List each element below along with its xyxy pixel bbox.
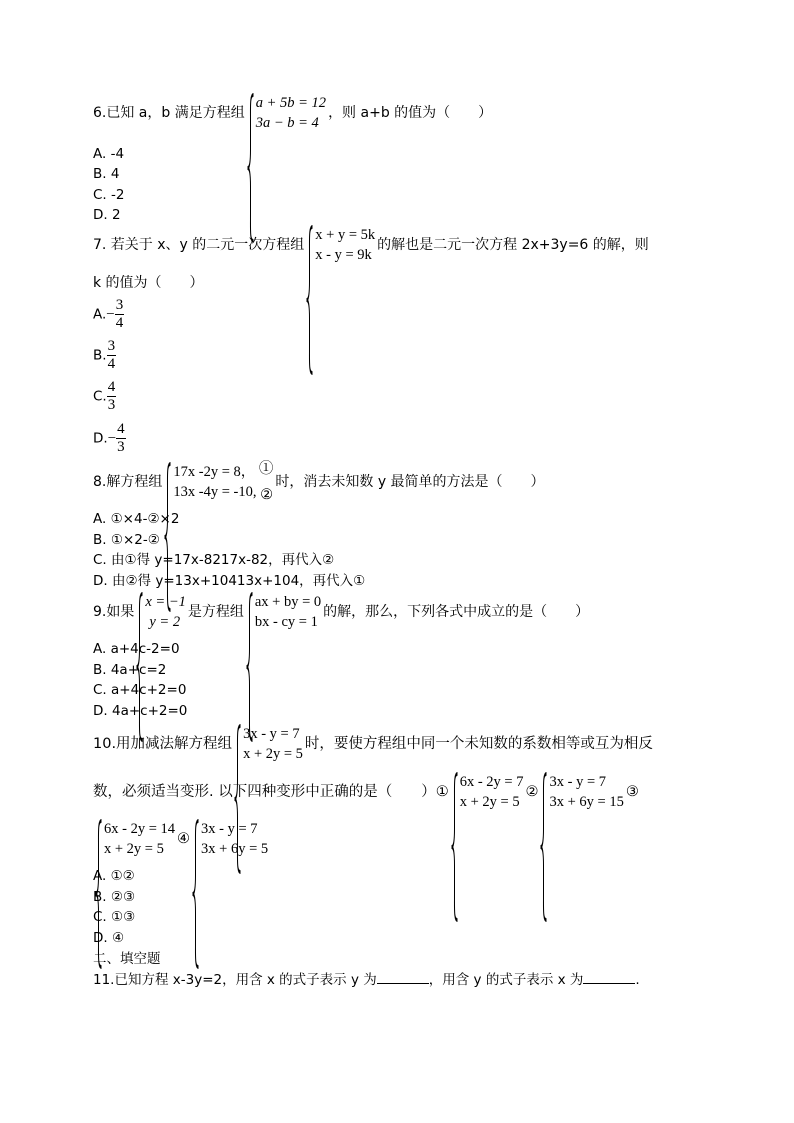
q10-system-2 xyxy=(540,772,623,812)
q6-option-c[interactable]: C. -2 xyxy=(93,187,125,203)
q8-prefix: 8.解方程组 xyxy=(93,474,163,490)
q6-equation-system xyxy=(247,93,326,133)
q6-eq2: 3a − b = 4 xyxy=(255,115,319,131)
q10-option-d[interactable]: D. ④ xyxy=(93,930,125,946)
denominator: 4 xyxy=(107,356,116,372)
brace-icon xyxy=(451,772,458,922)
q8-option-b[interactable]: B. ①×2-② xyxy=(93,532,160,548)
q8-stem xyxy=(93,462,545,502)
q7-option-d-label: D. xyxy=(93,430,108,447)
q6-option-a[interactable]: A. -4 xyxy=(93,146,125,162)
q7-option-c[interactable] xyxy=(93,379,116,414)
q6-prefix: 6.已知 a，b 满足方程组 xyxy=(93,105,245,121)
q10-mark3: ③ xyxy=(625,784,639,800)
q7-stem xyxy=(93,225,649,265)
q9-sol1: x = −1 xyxy=(145,594,186,610)
q10-system-4 xyxy=(192,819,268,859)
brace-icon xyxy=(306,225,313,375)
brace-icon xyxy=(192,819,199,969)
q10-stem-line3 xyxy=(93,819,270,859)
q9-suffix: 的解，那么，下列各式中成立的是（ ） xyxy=(323,604,590,620)
section-heading-fill-in: 二、填空题 xyxy=(93,951,161,967)
q10-mark2: ② xyxy=(525,784,539,800)
q7-option-b[interactable] xyxy=(93,338,116,373)
q8-eq1 xyxy=(173,462,273,482)
q7-option-a-fraction xyxy=(115,297,125,332)
q7-prefix: 7. 若关于 x、y 的二元一次方程组 xyxy=(93,237,305,253)
q6-suffix: ，则 a+b 的值为（ ） xyxy=(328,105,493,121)
q7-option-b-fraction xyxy=(107,338,117,373)
numerator: 4 xyxy=(107,379,116,395)
q10-eq2: x + 2y = 5 xyxy=(243,746,303,762)
q9-sol2: y = 2 xyxy=(149,614,181,630)
q7-option-c-fraction xyxy=(107,379,117,414)
q9-option-a[interactable]: A. a+4c-2=0 xyxy=(93,641,180,657)
q10-s4-eq1: 3x - y = 7 xyxy=(201,821,258,837)
q8-mark1: ① xyxy=(258,461,274,477)
q6-eq1: a + 5b = 12 xyxy=(255,95,327,111)
denominator: 3 xyxy=(117,439,125,455)
q9-solution xyxy=(136,592,186,632)
q8-mark2: ② xyxy=(260,487,274,503)
q8-suffix: 时，消去未知数 y 最简单的方法是（ ） xyxy=(275,474,545,490)
q7-equation-system xyxy=(306,225,375,265)
q10-s3-eq1: 6x - 2y = 14 xyxy=(104,821,176,837)
q10-equation-system xyxy=(234,724,303,764)
q7-option-d-sign: − xyxy=(107,430,117,447)
q7-option-a-sign: − xyxy=(106,306,115,323)
q10-eq1: 3x - y = 7 xyxy=(243,726,300,742)
q10-system-1 xyxy=(451,772,524,812)
q10-prefix: 10.用加减法解方程组 xyxy=(93,736,233,752)
q8-equation-system xyxy=(164,462,273,502)
q10-s3-eq2: x + 2y = 5 xyxy=(104,841,164,857)
q9-eq1: ax + by = 0 xyxy=(254,594,322,610)
q7-eq1: x + y = 5k xyxy=(315,227,376,243)
q10-line2: 数，必须适当变形. 以下四种变形中正确的是（ ）① xyxy=(93,784,449,800)
brace-icon xyxy=(246,592,253,742)
q11-part1: 11.已知方程 x-3y=2，用含 x 的式子表示 y 为 xyxy=(93,972,377,988)
q8-option-c[interactable]: C. 由①得 y=17x-8217x-82，再代入② xyxy=(93,552,335,568)
q9-mid: 是方程组 xyxy=(187,604,244,620)
denominator: 4 xyxy=(115,315,124,331)
brace-icon xyxy=(540,772,547,922)
q10-option-a[interactable]: A. ①② xyxy=(93,868,135,884)
q7-option-a[interactable] xyxy=(93,297,124,332)
q6-stem xyxy=(93,93,492,133)
q7-stem-line2: k 的值为（ ） xyxy=(93,275,204,291)
brace-icon xyxy=(247,93,254,243)
q8-option-d[interactable]: D. 由②得 y=13x+10413x+104，再代入① xyxy=(93,573,366,589)
q6-option-d[interactable]: D. 2 xyxy=(93,207,121,223)
q9-prefix: 9.如果 xyxy=(93,604,135,620)
q9-eq2: bx - cy = 1 xyxy=(254,614,318,630)
q7-option-a-label: A. xyxy=(93,306,107,323)
numerator: 3 xyxy=(115,297,124,313)
q10-option-b[interactable]: B. ②③ xyxy=(93,889,136,905)
q10-stem xyxy=(93,724,653,764)
q11-blank-2[interactable] xyxy=(583,969,635,984)
q10-s2-eq1: 3x - y = 7 xyxy=(549,774,606,790)
q8-eq1-text: 17x -2y = 8， xyxy=(173,464,256,480)
q8-eq2 xyxy=(173,482,273,502)
q10-s2-eq2: 3x + 6y = 15 xyxy=(549,794,624,810)
q10-option-c[interactable]: C. ①③ xyxy=(93,909,136,925)
q8-option-a[interactable]: A. ①×4-②×2 xyxy=(93,511,180,527)
q9-stem xyxy=(93,592,589,632)
numerator: 3 xyxy=(107,338,116,354)
q9-option-c[interactable]: C. a+4c+2=0 xyxy=(93,682,187,698)
q7-option-b-label: B. xyxy=(93,347,107,364)
q11-stem xyxy=(93,969,640,990)
q10-mark4: ④ xyxy=(177,831,191,847)
q10-suffix: 时，要使方程组中同一个未知数的系数相等或互为相反 xyxy=(304,736,653,752)
q10-system-3 xyxy=(95,819,175,859)
q7-option-d[interactable] xyxy=(93,421,126,456)
q11-part2: ，用含 y 的式子表示 x 为 xyxy=(428,972,584,988)
q10-s1-eq2: x + 2y = 5 xyxy=(459,794,520,810)
q10-s1-eq1: 6x - 2y = 7 xyxy=(459,774,524,790)
q11-end: . xyxy=(635,972,640,988)
q7-option-d-fraction xyxy=(116,421,126,456)
q6-option-b[interactable]: B. 4 xyxy=(93,166,120,182)
q7-suffix: 的解也是二元一次方程 2x+3y=6 的解，则 xyxy=(377,237,649,253)
q9-option-b[interactable]: B. 4a+c=2 xyxy=(93,662,167,678)
q7-eq2: x - y = 9k xyxy=(315,247,372,263)
q11-blank-1[interactable] xyxy=(377,969,429,984)
q9-equation-system xyxy=(246,592,321,632)
q10-s4-eq2: 3x + 6y = 5 xyxy=(201,841,269,857)
numerator: 4 xyxy=(117,421,125,437)
denominator: 3 xyxy=(107,397,116,413)
q7-option-c-label: C. xyxy=(93,388,107,405)
q10-stem-line2 xyxy=(93,772,639,812)
q9-option-d[interactable]: D. 4a+c+2=0 xyxy=(93,703,188,719)
q8-eq2-text: 13x -4y = -10, xyxy=(173,484,257,500)
